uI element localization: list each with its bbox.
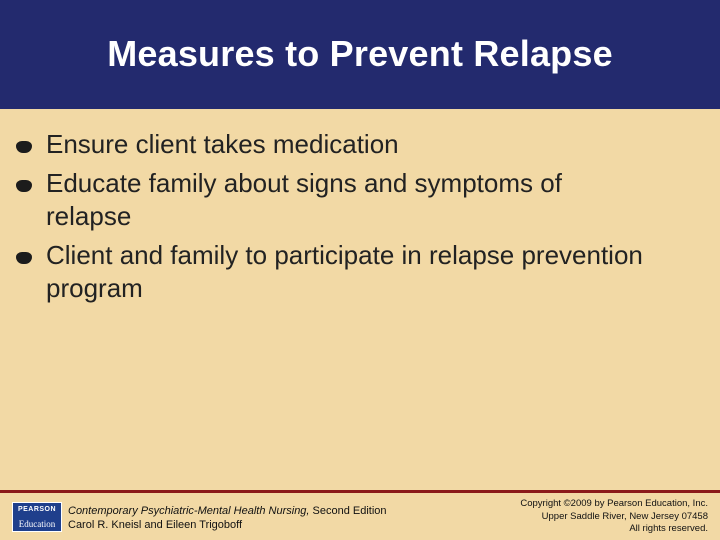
book-authors: Carol R. Kneisl and Eileen Trigoboff [68,519,243,531]
title-bar [0,0,720,109]
pearson-logo [12,502,62,532]
bullet-item [14,128,654,161]
bullet-text: Client and family to participate in relapse prevention program [46,240,643,303]
book-title-line [68,504,387,518]
book-edition: Second Edition [309,505,387,517]
bullet-text: Educate family about signs and symptoms of relapse [46,168,562,231]
copyright-address: Upper Saddle River, New Jersey 07458 [541,510,708,522]
book-title: Contemporary Psychiatric-Mental Health Nursing, [68,505,310,517]
bullet-icon [16,180,32,192]
bullet-list [14,128,654,311]
copyright-line: Copyright ©2009 by Pearson Education, Inc. [520,498,708,509]
bullet-item [14,239,654,305]
book-citation [68,504,387,532]
bullet-icon [16,141,32,153]
copyright-notice [448,498,708,536]
bullet-text: Ensure client takes medication [46,129,399,159]
bullet-icon [16,252,32,264]
copyright-rights: All rights reserved. [629,523,708,534]
footer-divider [0,490,720,493]
logo-wordmark: PEARSON [17,506,57,513]
bullet-item [14,167,654,233]
logo-subtitle: Education [18,519,56,529]
slide-title: Measures to Prevent Relapse [107,32,613,74]
